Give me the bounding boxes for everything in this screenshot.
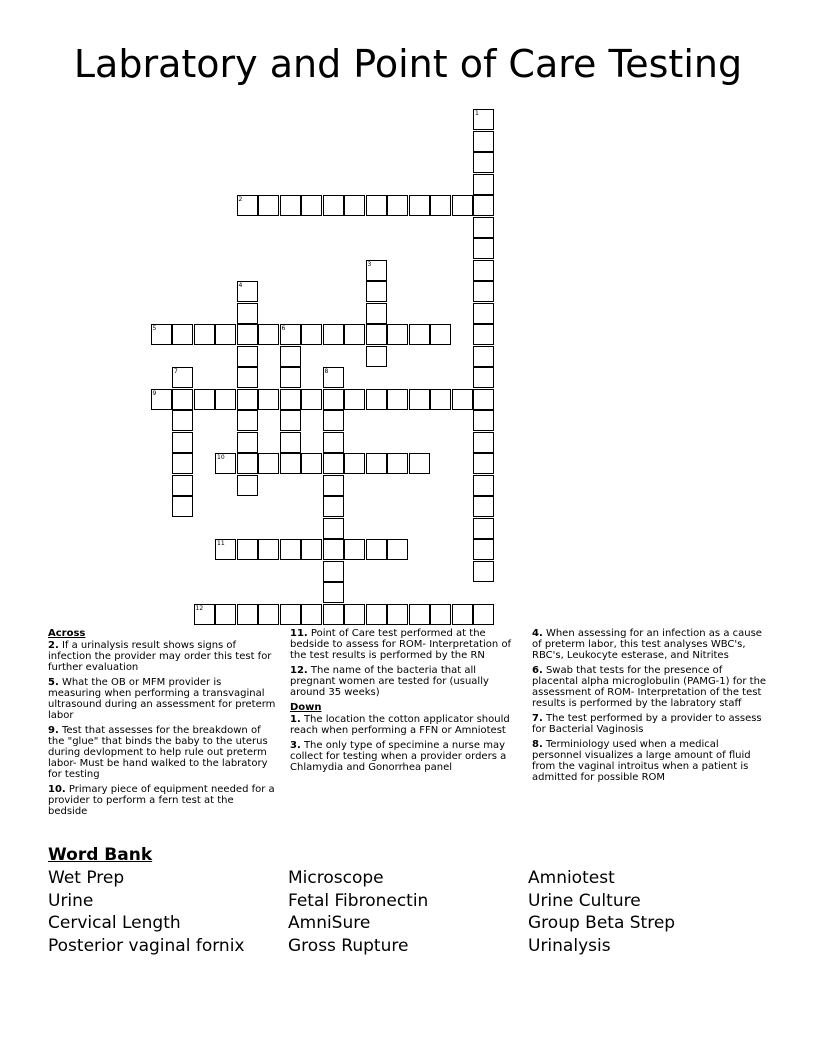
crossword-cell[interactable] xyxy=(473,346,494,367)
crossword-cell[interactable] xyxy=(409,453,430,474)
crossword-cell[interactable] xyxy=(258,324,279,345)
word-bank-item: Gross Rupture xyxy=(288,936,409,956)
crossword-cell[interactable] xyxy=(323,410,344,431)
crossword-cell[interactable] xyxy=(258,604,279,625)
crossword-cell[interactable] xyxy=(301,324,322,345)
crossword-cell[interactable] xyxy=(237,367,258,388)
word-bank-item: AmniSure xyxy=(288,913,371,933)
clue-number: 12. xyxy=(290,665,308,676)
crossword-cell[interactable] xyxy=(172,453,193,474)
clue-across-11 xyxy=(290,628,524,661)
crossword-cell[interactable] xyxy=(409,324,430,345)
word-bank-item: Wet Prep xyxy=(48,868,125,888)
clue-text: When assessing for an infection as a cause of preterm labor, this test analyses WBC's, RBC's, Leukocyte esterase, and Nitrites xyxy=(532,628,762,661)
crossword-cell[interactable] xyxy=(473,217,494,238)
crossword-cell[interactable] xyxy=(344,195,365,216)
crossword-cell[interactable] xyxy=(237,303,258,324)
word-bank-item: Microscope xyxy=(288,868,384,888)
word-bank-item: Fetal Fibronectin xyxy=(288,891,429,911)
crossword-cell[interactable] xyxy=(344,539,365,560)
word-bank-item: Amniotest xyxy=(528,868,615,888)
crossword-cell[interactable] xyxy=(387,539,408,560)
clue-text: The only type of specimine a nurse may collect for testing when a provider orders a Chlamydia and Gonorrhea panel xyxy=(290,740,507,773)
crossword-cell[interactable] xyxy=(258,389,279,410)
crossword-cell[interactable] xyxy=(237,539,258,560)
crossword-cell[interactable] xyxy=(323,582,344,603)
clue-across-10 xyxy=(48,784,276,817)
crossword-cell[interactable] xyxy=(387,324,408,345)
crossword-cell[interactable] xyxy=(237,346,258,367)
cell-number: 7 xyxy=(174,368,178,375)
clue-across-2 xyxy=(48,640,276,673)
cell-number: 3 xyxy=(367,260,372,268)
crossword-cell[interactable] xyxy=(323,432,344,453)
crossword-cell[interactable] xyxy=(387,604,408,625)
crossword-cell[interactable] xyxy=(366,539,387,560)
crossword-cell[interactable] xyxy=(473,389,494,410)
crossword-cell[interactable] xyxy=(473,238,494,259)
clue-number: 9. xyxy=(48,725,59,736)
crossword-cell[interactable] xyxy=(452,604,473,625)
crossword-cell[interactable] xyxy=(473,152,494,173)
crossword-cell[interactable] xyxy=(323,604,344,625)
crossword-cell[interactable] xyxy=(172,432,193,453)
clue-number: 7. xyxy=(532,713,543,724)
crossword-cell[interactable] xyxy=(366,453,387,474)
cell-number: 11 xyxy=(217,540,225,547)
crossword-cell[interactable] xyxy=(387,453,408,474)
cell-number: 10 xyxy=(217,454,225,461)
crossword-cell[interactable] xyxy=(473,174,494,195)
crossword-cell[interactable] xyxy=(280,410,301,431)
crossword-cell[interactable] xyxy=(452,195,473,216)
crossword-cell[interactable] xyxy=(409,389,430,410)
clue-text: The location the cotton applicator should reach when performing a FFN or Amniotest xyxy=(290,714,510,736)
crossword-cell[interactable] xyxy=(215,389,236,410)
clue-number: 5. xyxy=(48,677,59,688)
clue-across-9 xyxy=(48,725,276,780)
crossword-cell[interactable] xyxy=(280,453,301,474)
crossword-cell[interactable] xyxy=(473,303,494,324)
crossword-cell[interactable] xyxy=(473,260,494,281)
crossword-cell[interactable] xyxy=(323,496,344,517)
cell-number: 6 xyxy=(281,325,286,332)
crossword-cell[interactable] xyxy=(473,281,494,302)
crossword-cell[interactable] xyxy=(280,367,301,388)
clue-down-1 xyxy=(290,714,524,736)
crossword-cell[interactable] xyxy=(323,475,344,496)
clue-text: The name of the bacteria that all pregnant women are tested for (usually around 35 weeks) xyxy=(290,665,489,698)
crossword-cell[interactable] xyxy=(237,410,258,431)
crossword-cell[interactable] xyxy=(387,195,408,216)
word-bank-item: Urinalysis xyxy=(528,936,611,956)
crossword-cell[interactable] xyxy=(237,475,258,496)
clue-down-7 xyxy=(532,713,768,735)
crossword-cell[interactable] xyxy=(237,604,258,625)
crossword-cell[interactable] xyxy=(473,539,494,560)
page-title: Labratory and Point of Care Testing xyxy=(73,42,743,86)
crossword-cell[interactable] xyxy=(473,432,494,453)
clue-text: What the OB or MFM provider is measuring when performing a transvaginal ultrasound during an assessment for preterm labor xyxy=(48,677,276,721)
crossword-cell[interactable] xyxy=(430,389,451,410)
across-header: Across xyxy=(48,628,86,639)
crossword-cell[interactable] xyxy=(473,367,494,388)
crossword-cell[interactable] xyxy=(280,389,301,410)
crossword-cell[interactable] xyxy=(237,453,258,474)
crossword-cell[interactable] xyxy=(172,475,193,496)
clue-down-8 xyxy=(532,739,768,783)
cell-number: 9 xyxy=(152,389,157,397)
clue-down-4 xyxy=(532,628,768,661)
cell-number: 8 xyxy=(324,368,329,375)
crossword-cell[interactable] xyxy=(473,496,494,517)
crossword-cell[interactable] xyxy=(366,195,387,216)
crossword-cell[interactable] xyxy=(301,389,322,410)
crossword-cell[interactable] xyxy=(473,131,494,152)
crossword-cell[interactable] xyxy=(172,410,193,431)
crossword-cell[interactable] xyxy=(366,324,387,345)
crossword-cell[interactable] xyxy=(323,518,344,539)
crossword-cell[interactable] xyxy=(366,281,387,302)
crossword-cell[interactable] xyxy=(237,324,258,345)
clue-text: Primary piece of equipment needed for a provider to perform a fern test at the bedside xyxy=(48,784,275,817)
crossword-cell[interactable] xyxy=(387,389,408,410)
word-bank-item: Urine xyxy=(48,891,94,911)
clue-across-12 xyxy=(290,665,524,698)
word-bank-header: Word Bank xyxy=(48,845,153,865)
crossword-cell[interactable] xyxy=(473,324,494,345)
crossword-cell[interactable] xyxy=(323,561,344,582)
cell-number: 4 xyxy=(238,282,243,289)
crossword-cell[interactable] xyxy=(473,195,494,216)
crossword-cell[interactable] xyxy=(280,346,301,367)
clue-number: 10. xyxy=(48,784,66,795)
crossword-cell[interactable] xyxy=(344,389,365,410)
clue-across-5 xyxy=(48,677,276,721)
crossword-cell[interactable] xyxy=(473,410,494,431)
crossword-cell[interactable] xyxy=(258,195,279,216)
crossword-cell[interactable] xyxy=(172,389,193,410)
crossword-cell[interactable] xyxy=(301,453,322,474)
clue-text: Test that assesses for the breakdown of the "glue" that binds the baby to the uterus during devlopment to help rule out preterm labor- Must be hand walked to the labratory for testing xyxy=(48,725,268,780)
crossword-cell[interactable] xyxy=(172,324,193,345)
crossword-cell[interactable] xyxy=(366,604,387,625)
cell-number: 1 xyxy=(475,110,479,117)
crossword-cell[interactable] xyxy=(430,195,451,216)
crossword-cell[interactable] xyxy=(344,324,365,345)
crossword-cell[interactable] xyxy=(430,324,451,345)
clues-column-2 xyxy=(290,628,524,777)
clue-text: Point of Care test performed at the bedside to assess for ROM- Interpretation of the test results is performed by the RN xyxy=(290,628,512,661)
clue-text: Swab that tests for the presence of placental alpha microglobulin (PAMG-1) for the assessment of ROM- Interpretation of the test results is performed by the labratory staff xyxy=(532,665,767,709)
crossword-cell[interactable] xyxy=(409,604,430,625)
crossword-cell[interactable] xyxy=(323,453,344,474)
word-bank-item: Posterior vaginal fornix xyxy=(48,936,245,956)
cell-number: 12 xyxy=(195,604,204,612)
crossword-cell[interactable] xyxy=(301,195,322,216)
crossword-cell[interactable] xyxy=(301,539,322,560)
crossword-cell[interactable] xyxy=(366,389,387,410)
cell-number: 2 xyxy=(238,196,243,203)
crossword-cell[interactable] xyxy=(172,496,193,517)
crossword-cell[interactable] xyxy=(473,518,494,539)
crossword-cell[interactable] xyxy=(452,389,473,410)
crossword-cell[interactable] xyxy=(194,324,215,345)
crossword-cell[interactable] xyxy=(323,539,344,560)
clue-number: 4. xyxy=(532,628,543,639)
crossword-cell[interactable] xyxy=(323,195,344,216)
crossword-cell[interactable] xyxy=(473,475,494,496)
word-bank-item: Cervical Length xyxy=(48,913,181,933)
crossword-cell[interactable] xyxy=(280,604,301,625)
clue-number: 6. xyxy=(532,665,543,676)
crossword-cell[interactable] xyxy=(344,453,365,474)
clue-text: Terminiology used when a medical personnel visualizes a large amount of fluid from the vaginal introitus when a patient is admitted for possible ROM xyxy=(532,739,751,783)
crossword-cell[interactable] xyxy=(473,453,494,474)
crossword-cell[interactable] xyxy=(215,604,236,625)
crossword-cell[interactable] xyxy=(258,539,279,560)
crossword-cell[interactable] xyxy=(237,389,258,410)
crossword-cell[interactable] xyxy=(215,324,236,345)
crossword-cell[interactable] xyxy=(194,389,215,410)
crossword-cell[interactable] xyxy=(473,604,494,625)
clue-number: 3. xyxy=(290,740,301,751)
clue-number: 8. xyxy=(532,739,543,750)
clue-down-3 xyxy=(290,740,524,773)
word-bank-item: Urine Culture xyxy=(528,891,641,911)
crossword-cell[interactable] xyxy=(430,604,451,625)
crossword-cell[interactable] xyxy=(473,561,494,582)
crossword-cell[interactable] xyxy=(323,389,344,410)
crossword-cell[interactable] xyxy=(258,453,279,474)
crossword-cell[interactable] xyxy=(280,539,301,560)
crossword-cell[interactable] xyxy=(409,195,430,216)
crossword-cell[interactable] xyxy=(344,604,365,625)
clue-text: The test performed by a provider to assess for Bacterial Vaginosis xyxy=(532,713,762,735)
clue-number: 1. xyxy=(290,714,301,725)
clue-number: 2. xyxy=(48,640,59,651)
crossword-cell[interactable] xyxy=(366,303,387,324)
crossword-cell[interactable] xyxy=(280,195,301,216)
clue-down-6 xyxy=(532,665,768,709)
crossword-cell[interactable] xyxy=(237,432,258,453)
clues-column-3 xyxy=(532,628,768,787)
word-bank-item: Group Beta Strep xyxy=(528,913,676,933)
clue-number: 11. xyxy=(290,628,308,639)
crossword-cell[interactable] xyxy=(323,324,344,345)
crossword-cell[interactable] xyxy=(366,346,387,367)
crossword-cell[interactable] xyxy=(301,604,322,625)
clue-text: If a urinalysis result shows signs of infection the provider may order this test for further evaluation xyxy=(48,640,272,673)
crossword-cell[interactable] xyxy=(280,432,301,453)
clues-column-1 xyxy=(48,628,276,821)
cell-number: 5 xyxy=(152,325,157,332)
down-header: Down xyxy=(290,702,322,713)
